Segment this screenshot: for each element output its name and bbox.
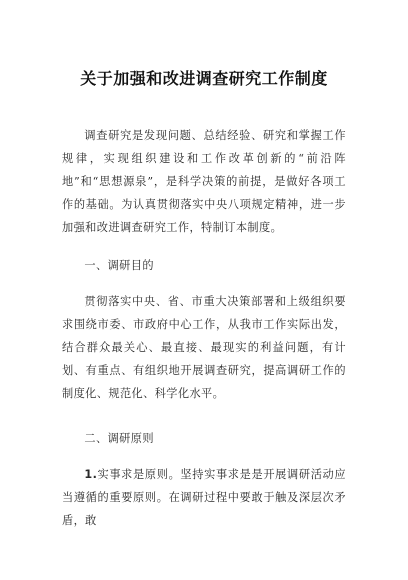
principle-item-1 — [62, 463, 346, 532]
section-heading-principles: 二、调研原则 — [84, 432, 154, 445]
principle-item-number: 1. — [84, 468, 98, 481]
purpose-paragraph: 贯彻落实中央、省、市重大决策部署和上级组织要求围绕市委、市政府中心工作，从我市工作实际出发，结合群众最关心、最直接、最现实的利益问题，有计划、有重点、有组织地开展调查研究，提高调研工作的制度化、规范化、科学化水平。 — [62, 295, 346, 400]
principle-item-text: 实事求是原则。坚持实事求是是开展调研活动应当遵循的重要原则。在调研过程中要敢于触及深层次矛盾，敢 — [62, 468, 346, 527]
document-title: 关于加强和改进调查研究工作制度 — [80, 69, 328, 88]
section-heading-purpose: 一、调研目的 — [84, 259, 154, 272]
intro-paragraph: 调查研究是发现问题、总结经验、研究和掌握工作规律，实现组织建设和工作改革创新的“前沿阵地”和“思想源泉”，是科学决策的前提，是做好各项工作的基础。为认真贯彻落实中央八项规定精神，进一步加强和改进调查研究工作，特制订本制度。 — [62, 129, 346, 234]
